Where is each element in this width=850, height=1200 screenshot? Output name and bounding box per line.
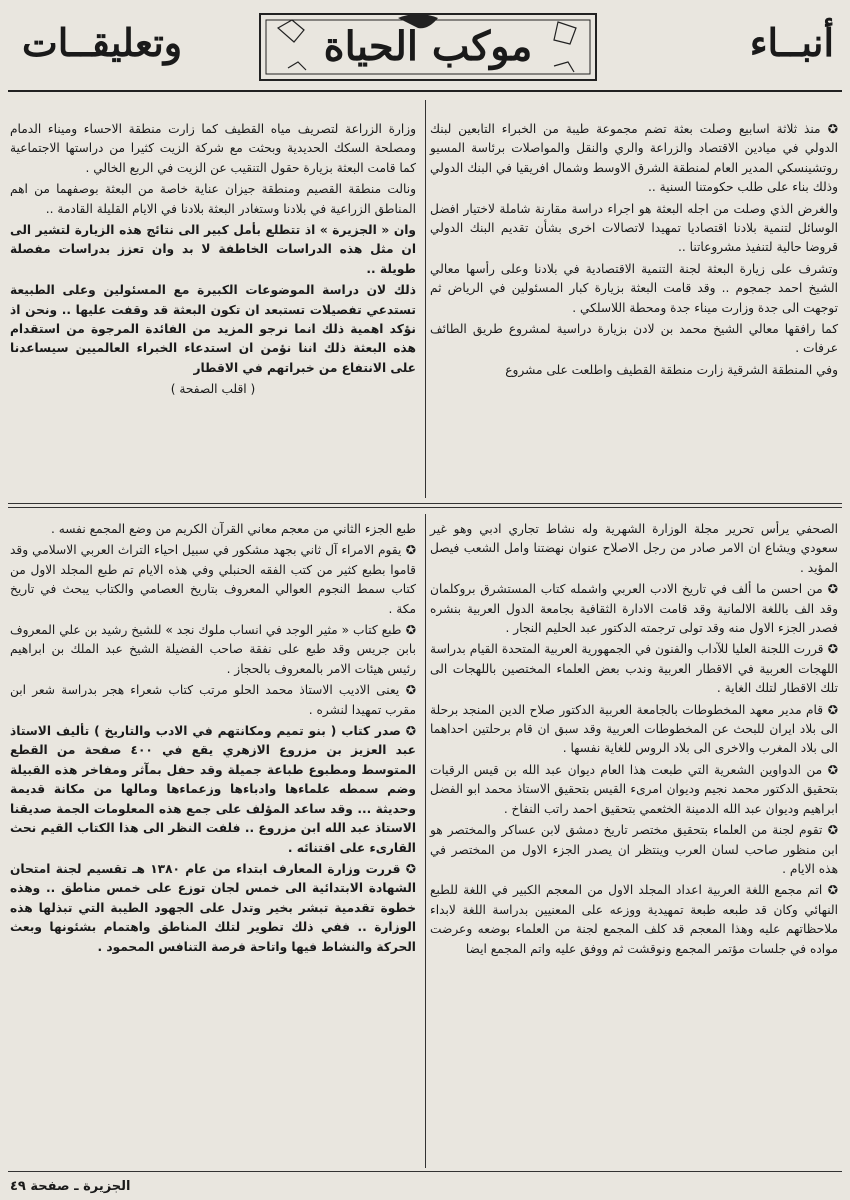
column-divider-top: [425, 100, 426, 498]
paragraph: وزارة الزراعة لتصريف مياه القطيف كما زارت منطقة الاحساء وميناء الدمام ومصلحة السكك الحديدية وبحثت مع شركة الزيت كثيرا من دراستها الاجتماعية كما قامت البعثة بزيارة حقول التنقيب عن الزيت في الربع الخالي .: [10, 122, 416, 175]
news-item: ✪ صدر كتاب ( بنو تميم ومكانتهم في الادب والتاريخ ) تأليف الاستاذ عبد العزيز بن مزروع الازهري يقع في ٤٠٠ صفحة من القطع المتوسط ومطبوع طباعة جميلة وقد حفل بمآثر ومفاخر هذه القبيلة وضم سمطه علماءها وادباءها وزعماءها ومالها من مكانة قديمة وحديثة ... وقد ساعد المؤلف على جمع هذه المعلومات الجمة صديقنا الاستاذ عبد الله ابن مزروع .. فلفت النظر الى هذا الكتاب القيم نحث القارىء على اقتنائه .: [10, 722, 416, 858]
paragraph: الصحفي يرأس تحرير مجلة الوزارة الشهرية وله نشاط تجاري ادبي وهو غير سعودي ويشاع ان الامر صادر من رجل الاصلاح عنوان نهضتنا وامل الشعب فيصل المؤيد .: [430, 522, 838, 575]
masthead-right-word: أنبــاء: [749, 20, 834, 65]
turn-page-note: ( اقلب الصفحة ): [170, 382, 256, 397]
news-item: ✪ قررت اللجنة العليا للآداب والفنون في الجمهورية العربية المتحدة القيام بدراسة اللهجات العربية في الاقطار العربية وندب بعض العلماء المختصين باللهجات الى تلك الاقطار لتلك الغاية .: [430, 640, 838, 698]
masthead-left-word: وتعليقــات: [22, 20, 183, 65]
paragraph: وتشرف على زيارة البعثة لجنة التنمية الاقتصادية في بلادنا وعلى رأسها معالي الشيخ احمد جمجوم .. وقد قامت البعثة بزيارة كبار المسئولين في الرياض ثم توجهت الى جدة وزارت ميناء جدة ومحطة اللاسلكي .: [430, 261, 838, 315]
paragraph: كما رافقها معالي الشيخ محمد بن لادن بزيارة دراسية لمشروع طريق الطائف عرفات .: [430, 322, 838, 356]
news-item: ✪ من احسن ما ألف في تاريخ الادب العربي واشمله كتاب المستشرق بروكلمان وقد الف باللغة الالمانية وقد قامت الادارة الثقافية بجامعة الدول العربية بنشره فصدر الجزء الاول منه وقد تولى ترجمته الدكتور عبد الحليم النجار .: [430, 580, 838, 638]
news-item: ✪ من الدواوين الشعرية التي طبعت هذا العام ديوان عبد الله بن قيس الرقيات بتحقيق الدكتور محمد نجيم وديوان امرىء القيس بتحقيق الاستاذ محمد ابو الفضل ابراهيم وديوان عبد الله الدمينة الخثعمي بتحقيق احمد راتب النفاخ .: [430, 761, 838, 819]
section-divider-2: [8, 507, 842, 508]
footer-rule: [8, 1171, 842, 1172]
news-item: ✪ طبع كتاب « مثير الوجد في انساب ملوك نجد » للشيخ رشيد بن علي المعروف بابن جريس وقد طبع على نفقة صاحب الفضيلة الشيخ عبد الملك بن ابراهيم رئيس هيئات الامر بالمعروف بالحجاز .: [10, 621, 416, 679]
column-top-right: [430, 120, 838, 382]
news-item: ✪ يعنى الاديب الاستاذ محمد الحلو مرتب كتاب شعراء هجر بدراسة شعر ابن مقرب تمهيدا لنشره .: [10, 681, 416, 720]
paragraph: وان « الجزيرة » اذ تتطلع بأمل كبير الى نتائج هذه الزيارة لتشير الى ان مثل هذه الدراسات الخاطفة لا بد وان تعزز بدراسات مفصلة طويلة ..: [10, 223, 416, 276]
column-top-left: [10, 120, 416, 402]
news-item: ✪ يقوم الامراء آل ثاني بجهد مشكور في سبيل احياء التراث العربي الاسلامي وقد قاموا بطبع كثير من كتب الفقه الحنبلي وفي هذه الايام تم طبع المجلد الاول من كتاب سمط النجوم العوالي المعروف بتاريخ العصامي والكتاب يبحث في تاريخ مكة .: [10, 541, 416, 619]
column-bottom-right: [430, 520, 838, 961]
paragraph: ✪ منذ ثلاثة اسابيع وصلت بعثة تضم مجموعة طيبة من الخبراء التابعين لبنك الدولي في ميادين الاقتصاد والزراعة والري والنقل والمواصلات برئاسة المسيو روتشينسكي المدير العام لمنطقة الشرق الاوسط وشمال افريقيا في البنك الدولي وذلك بناء على طلب حكومتنا السنية ..: [430, 120, 838, 198]
masthead: [8, 6, 842, 92]
news-item: ✪ تقوم لجنة من العلماء بتحقيق مختصر تاريخ دمشق لابن عساكر والمختصر هو ابن منظور صاحب لسان العرب وينتظر ان يصدر الجزء الاول من المختصر في هذه الايام .: [430, 821, 838, 879]
paragraph: طبع الجزء الثاني من معجم معاني القرآن الكريم من وضع المجمع نفسه .: [51, 522, 416, 536]
masthead-title-box: [258, 8, 598, 84]
paragraph: ذلك لان دراسة الموضوعات الكبيرة مع المسئولين وعلى الطبيعة تستدعي تفصيلات تستبعد ان تكون البعثة قد وقفت عليها .. ونحن اذ نؤكد اهمية ذلك انما نرجو المزيد من الفائدة المرجوة من استقدام هذه البعثة ذلك اننا نؤمن ان استدعاء الخبراء العالميين سيساعدنا على الانتفاع من خبراتهم في الاقطار: [10, 283, 416, 375]
news-item: ✪ قام مدير معهد المخطوطات بالجامعة العربية الدكتور صلاح الدين المنجد برحلة الى بلاد ايران للبحث عن المخطوطات العربية وقد سبق ان قام برحلتين احداهما الى بلاد المغرب والاخرى الى بلاد الروس للغاية نفسها .: [430, 701, 838, 759]
news-item: ✪ اتم مجمع اللغة العربية اعداد المجلد الاول من المعجم الكبير في اللغة للطبع النهائي وكان قد طبعه طبعة تمهيدية ووزعه على المعنيين بدراسة اللغة لابداء ملاحظاتهم عليه وهذا المعجم قد كلف المجمع لجنة من العلماء بوضعه وعرضت مواده في جلسات مؤتمر المجمع ونوقشت ثم ووفق عليه واتم المجمع ايضا: [430, 881, 838, 959]
column-divider-bottom: [425, 514, 426, 1168]
masthead-title: موكب الحياة: [323, 22, 533, 70]
news-item: ✪ قررت وزارة المعارف ابتداء من عام ١٣٨٠ هـ تقسيم لجنة امتحان الشهادة الابتدائية الى خمس لجان توزع على خمس مناطق .. وهذه خطوة تقدمية تبشر بخير وتدل على الجهود الطيبة التي تبذلها هذه الوزارة .. ففي ذلك تطوير لتلك المناطق واهتمام بشئونها وبعث الحركة والنشاط فيها واتاحة فرصة التنافس المحمود .: [10, 860, 416, 957]
paragraph: وفي المنطقة الشرقية زارت منطقة القطيف واطلعت على مشروع: [505, 362, 838, 377]
paragraph: ونالت منطقة القصيم ومنطقة جيزان عناية خاصة من البعثة بوصفهما من اهم المناطق الزراعية في بلادنا وستغادر البعثة بلادنا في الايام القليلة القادمة ..: [10, 182, 416, 216]
paragraph: والغرض الذي وصلت من اجله البعثة هو اجراء دراسة مقارنة شاملة لاختيار افضل الوسائل لتنمية بلادنا اقتصاديا تمهيدا لاتصالات اخرى بشأن تقديم البنك الدولي قروضا حالية لتنفيذ مشروعاتنا ..: [430, 201, 838, 255]
section-divider: [8, 503, 842, 504]
column-bottom-left: [10, 520, 416, 959]
page-footer: الجزيرة ـ صفحة ٤٩: [10, 1179, 131, 1194]
